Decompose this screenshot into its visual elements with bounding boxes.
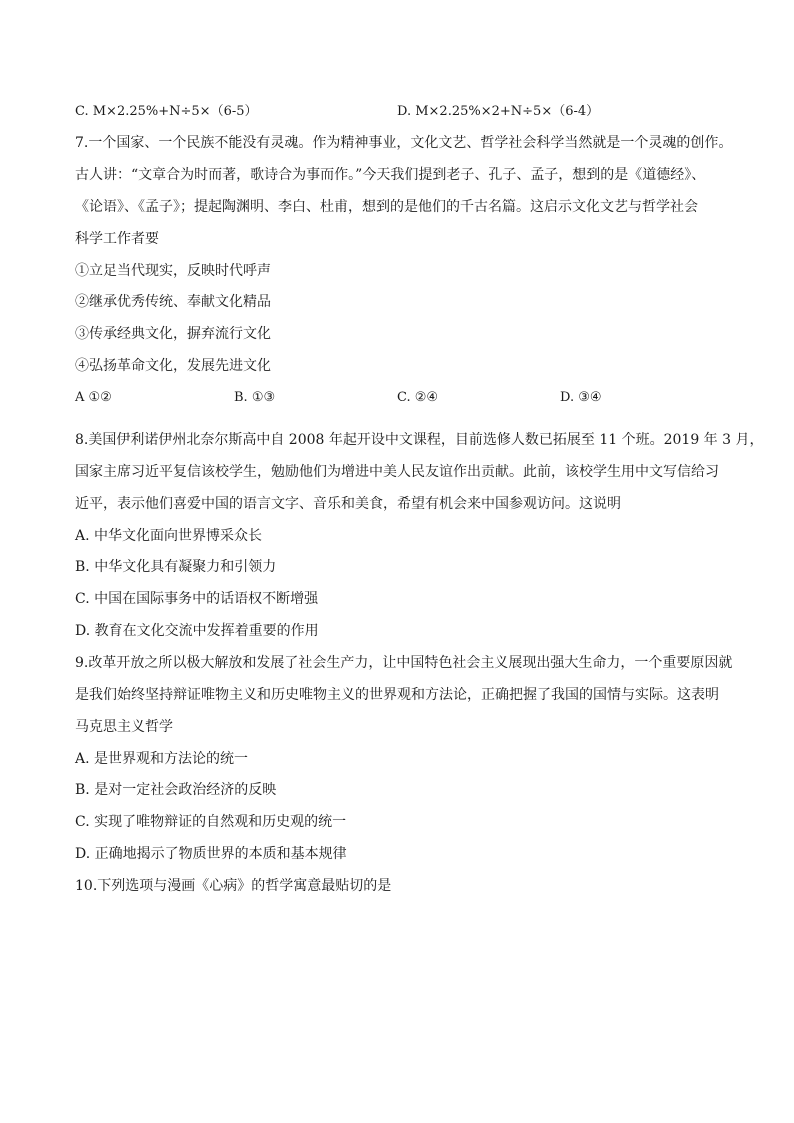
q6-option-d: D. M×2.25%×2+N÷5×（6-4）: [397, 104, 600, 119]
q7-stem-line: 7.一个国家、一个民族不能没有灵魂。作为精神事业，文化文艺、哲学社会科学当然就是一个灵魂的创作。: [75, 135, 733, 151]
q7-item: ④弘扬革命文化，发展先进文化: [75, 358, 271, 374]
q8-option: D. 教育在文化交流中发挥着重要的作用: [75, 623, 319, 639]
q7-choice-a: A ①②: [75, 390, 112, 405]
q8-stem-line: 8.美国伊利诺伊州北奈尔斯高中自 2008 年起开设中文课程，目前选修人数已拓展至 11 个班。2019 年 3 月，: [75, 432, 764, 448]
q9-stem-line: 马克思主义哲学: [75, 719, 173, 735]
q8-option: B. 中华文化具有凝聚力和引领力: [75, 559, 277, 575]
q7-stem-line: 古人讲：“文章合为时而著，歌诗合为事而作。”今天我们提到老子、孔子、孟子，想到的是《道德经》、: [75, 167, 706, 183]
q9-stem-line: 9.改革开放之所以极大解放和发展了社会生产力，让中国特色社会主义展现出强大生命力，一个重要原因就: [75, 655, 733, 671]
q9-stem-line: 是我们始终坚持辩证唯物主义和历史唯物主义的世界观和方法论，正确把握了我国的国情与实际。这表明: [75, 687, 719, 703]
q9-option: D. 正确地揭示了物质世界的本质和基本规律: [75, 846, 347, 862]
q6-option-c: C. M×2.25%+N÷5×（6-5）: [75, 104, 258, 119]
q8-stem-line: 国家主席习近平复信该校学生，勉励他们为增进中美人民友谊作出贡献。此前，该校学生用中文写信给习: [75, 464, 719, 480]
q7-stem-line: 科学工作者要: [75, 231, 159, 247]
q8-option: C. 中国在国际事务中的话语权不断增强: [75, 591, 319, 607]
q7-item: ①立足当代现实，反映时代呼声: [75, 263, 271, 279]
q7-choice-b: B. ①③: [234, 390, 276, 405]
q9-option: A. 是世界观和方法论的统一: [75, 751, 249, 767]
q9-option: B. 是对一定社会政治经济的反映: [75, 782, 277, 798]
q7-item: ③传承经典文化，摒弃流行文化: [75, 326, 271, 342]
q7-choice-c: C. ②④: [397, 390, 439, 405]
q7-choice-d: D. ③④: [560, 390, 602, 405]
q10-stem: 10.下列选项与漫画《心病》的哲学寓意最贴切的是: [75, 878, 392, 894]
q9-option: C. 实现了唯物辩证的自然观和历史观的统一: [75, 814, 347, 830]
q7-item: ②继承优秀传统、奉献文化精品: [75, 294, 271, 310]
q8-stem-line: 近平，表示他们喜爱中国的语言文字、音乐和美食，希望有机会来中国参观访问。这说明: [75, 496, 621, 512]
q7-stem-line: 《论语》、《孟子》；提起陶渊明、李白、杜甫，想到的是他们的千古名篇。这启示文化文艺与哲学社会: [75, 199, 698, 215]
q8-option: A. 中华文化面向世界博采众长: [75, 528, 263, 544]
